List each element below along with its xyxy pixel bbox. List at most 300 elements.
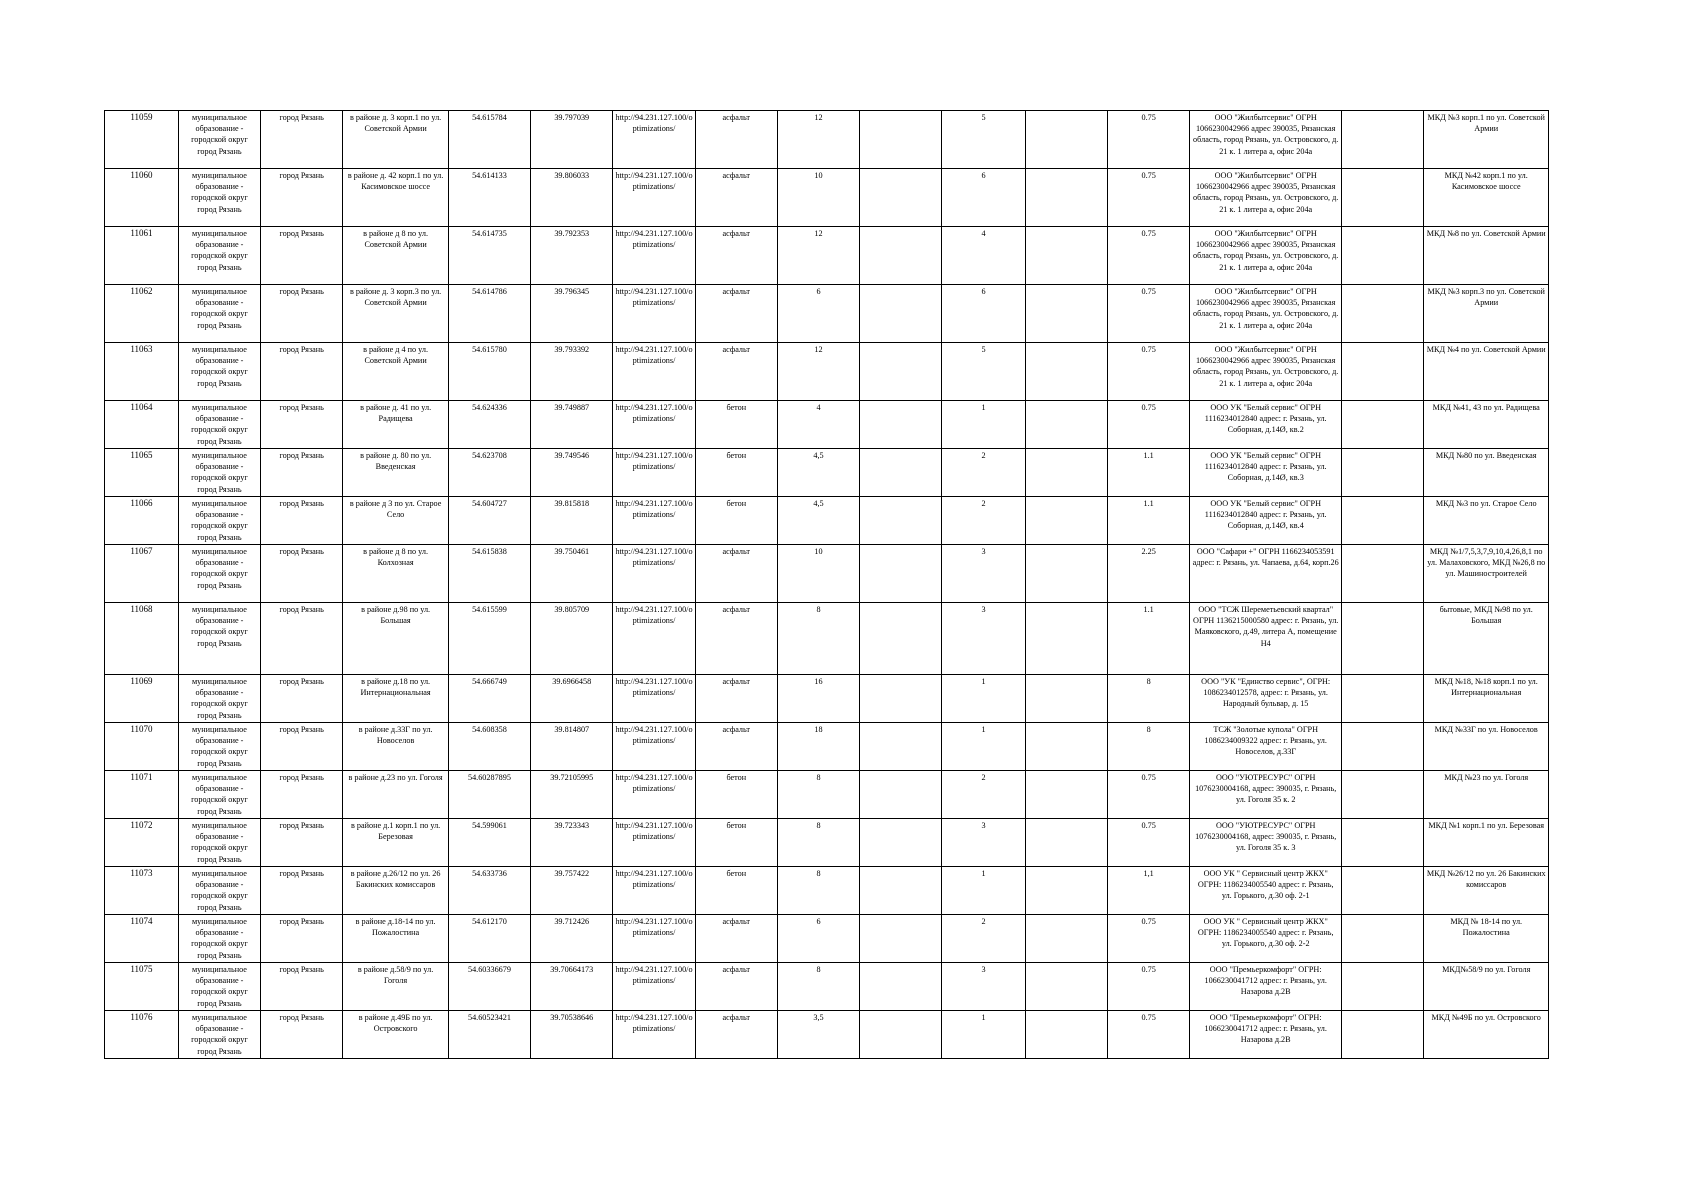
cell-containers: 6 [942, 169, 1025, 227]
cell-municipality: муниципальное образование - городской округ город Рязань [178, 169, 260, 227]
cell-longitude: 39.6966458 [531, 675, 613, 723]
cell-address: в районе д.1 корп.1 по ул. Березовая [343, 819, 448, 867]
cell-surface: асфальт [695, 915, 777, 963]
cell-settlement: город Рязань [261, 771, 343, 819]
cell-empty [1342, 545, 1424, 603]
cell-empty [1025, 963, 1107, 1011]
cell-url: http://94.231.127.100/optimizations/ [613, 401, 695, 449]
cell-empty [1342, 401, 1424, 449]
table-row [105, 603, 1549, 675]
cell-settlement: город Рязань [261, 227, 343, 285]
cell-settlement: город Рязань [261, 963, 343, 1011]
cell-containers: 3 [942, 603, 1025, 675]
cell-waste-source: МКД №33Г по ул. Новоселов [1424, 723, 1549, 771]
cell-operator: ООО "Жилбытсервис" ОГРН 1066230042966 адрес 390035, Рязанская область, город Рязань, ул. Островского, д. 21 к. 1 литера а, офис 204а [1190, 285, 1342, 343]
cell-volume: 8 [1108, 675, 1190, 723]
cell-surface: асфальт [695, 285, 777, 343]
cell-empty [1025, 603, 1107, 675]
cell-containers: 1 [942, 1011, 1025, 1059]
cell-settlement: город Рязань [261, 449, 343, 497]
cell-area: 8 [777, 771, 859, 819]
cell-url: http://94.231.127.100/optimizations/ [613, 285, 695, 343]
cell-empty [860, 497, 942, 545]
cell-empty [860, 771, 942, 819]
cell-surface: бетон [695, 497, 777, 545]
cell-containers: 1 [942, 675, 1025, 723]
cell-surface: бетон [695, 771, 777, 819]
table-row [105, 169, 1549, 227]
cell-waste-source: МКД №3 по ул. Старое Село [1424, 497, 1549, 545]
cell-operator: ООО УК " Сервисный центр ЖКХ" ОГРН: 1186234005540 адрес: г. Рязань, ул. Горького, д.30 оф. 2-2 [1190, 915, 1342, 963]
table-row [105, 449, 1549, 497]
cell-operator: ООО "Жилбытсервис" ОГРН 1066230042966 адрес 390035, Рязанская область, город Рязань, ул. Островского, д. 21 к. 1 литера а, офис 204а [1190, 227, 1342, 285]
cell-empty [860, 963, 942, 1011]
cell-municipality: муниципальное образование - городской округ город Рязань [178, 819, 260, 867]
cell-empty [860, 723, 942, 771]
cell-volume: 0.75 [1108, 1011, 1190, 1059]
cell-operator: ООО "УК "Единство сервис", ОГРН: 1086234012578, адрес: г. Рязань, ул. Народный бульвар, д. 15 [1190, 675, 1342, 723]
cell-empty [1025, 169, 1107, 227]
cell-empty [1342, 111, 1424, 169]
cell-empty [1025, 675, 1107, 723]
cell-area: 16 [777, 675, 859, 723]
cell-area: 18 [777, 723, 859, 771]
cell-volume: 1.1 [1108, 497, 1190, 545]
cell-empty [1025, 545, 1107, 603]
cell-url: http://94.231.127.100/optimizations/ [613, 343, 695, 401]
cell-latitude: 54.623708 [448, 449, 530, 497]
cell-municipality: муниципальное образование - городской округ город Рязань [178, 343, 260, 401]
cell-empty [1342, 497, 1424, 545]
cell-latitude: 54.612170 [448, 915, 530, 963]
cell-municipality: муниципальное образование - городской округ город Рязань [178, 867, 260, 915]
cell-surface: асфальт [695, 1011, 777, 1059]
cell-waste-source: МКД №1 корп.1 по ул. Березовая [1424, 819, 1549, 867]
cell-latitude: 54.614735 [448, 227, 530, 285]
cell-area: 4 [777, 401, 859, 449]
cell-waste-source: МКД №42 корп.1 по ул. Касимовское шоссе [1424, 169, 1549, 227]
cell-waste-source: МКД №23 по ул. Гоголя [1424, 771, 1549, 819]
table-row [105, 497, 1549, 545]
cell-longitude: 39.723343 [531, 819, 613, 867]
cell-settlement: город Рязань [261, 915, 343, 963]
cell-empty [1025, 111, 1107, 169]
cell-waste-source: МКД №3 корп.3 по ул. Советской Армии [1424, 285, 1549, 343]
table-row [105, 343, 1549, 401]
cell-empty [1342, 675, 1424, 723]
cell-address: в районе д.23 по ул. Гоголя [343, 771, 448, 819]
cell-id: 11074 [105, 915, 179, 963]
cell-latitude: 54.60287895 [448, 771, 530, 819]
cell-municipality: муниципальное образование - городской округ город Рязань [178, 1011, 260, 1059]
cell-address: в районе д. 42 корп.1 по ул. Касимовское шоссе [343, 169, 448, 227]
cell-containers: 2 [942, 449, 1025, 497]
cell-surface: асфальт [695, 675, 777, 723]
cell-empty [1342, 285, 1424, 343]
cell-empty [860, 111, 942, 169]
cell-longitude: 39.749546 [531, 449, 613, 497]
cell-municipality: муниципальное образование - городской округ город Рязань [178, 111, 260, 169]
cell-id: 11060 [105, 169, 179, 227]
cell-area: 12 [777, 343, 859, 401]
cell-area: 8 [777, 963, 859, 1011]
cell-address: в районе д. 80 по ул. Введенская [343, 449, 448, 497]
cell-surface: асфальт [695, 723, 777, 771]
cell-area: 12 [777, 227, 859, 285]
cell-operator: ТСЖ "Золотые купола" ОГРН 1086234009322 адрес: г. Рязань, ул. Новоселов, д.33Г [1190, 723, 1342, 771]
cell-empty [860, 449, 942, 497]
cell-area: 4,5 [777, 449, 859, 497]
table-row [105, 545, 1549, 603]
cell-settlement: город Рязань [261, 723, 343, 771]
cell-id: 11061 [105, 227, 179, 285]
cell-volume: 0.75 [1108, 963, 1190, 1011]
cell-empty [1025, 285, 1107, 343]
cell-area: 8 [777, 819, 859, 867]
cell-area: 12 [777, 111, 859, 169]
cell-url: http://94.231.127.100/optimizations/ [613, 497, 695, 545]
cell-operator: ООО "Жилбытсервис" ОГРН 1066230042966 адрес 390035, Рязанская область, город Рязань, ул. Островского, д. 21 к. 1 литера а, офис 204а [1190, 111, 1342, 169]
cell-operator: ООО УК "Белый сервис" ОГРН 1116234012840 адрес: г. Рязань, ул. Соборная, д.14Ø, кв.3 [1190, 449, 1342, 497]
cell-address: в районе д.58/9 по ул. Гоголя [343, 963, 448, 1011]
cell-waste-source: МКД №8 по ул. Советской Армии [1424, 227, 1549, 285]
cell-empty [860, 915, 942, 963]
cell-area: 8 [777, 867, 859, 915]
cell-operator: ООО "Премьеркомфорт" ОГРН: 1066230041712 адрес: г. Рязань, ул. Назарова д.2В [1190, 963, 1342, 1011]
cell-containers: 1 [942, 867, 1025, 915]
cell-surface: асфальт [695, 111, 777, 169]
cell-surface: бетон [695, 449, 777, 497]
cell-settlement: город Рязань [261, 111, 343, 169]
cell-surface: асфальт [695, 227, 777, 285]
cell-volume: 2.25 [1108, 545, 1190, 603]
cell-operator: ООО "УЮТРЕСУРС" ОГРН 1076230004168, адрес: 390035, г. Рязань, ул. Гоголя 35 к. 3 [1190, 819, 1342, 867]
cell-url: http://94.231.127.100/optimizations/ [613, 1011, 695, 1059]
cell-waste-source: МКД №49Б по ул. Островского [1424, 1011, 1549, 1059]
cell-id: 11070 [105, 723, 179, 771]
cell-address: в районе д. 41 по ул. Радищева [343, 401, 448, 449]
table-row [105, 723, 1549, 771]
cell-settlement: город Рязань [261, 675, 343, 723]
cell-longitude: 39.815818 [531, 497, 613, 545]
table-row [105, 963, 1549, 1011]
cell-empty [1342, 603, 1424, 675]
cell-empty [1025, 723, 1107, 771]
cell-empty [1025, 497, 1107, 545]
cell-longitude: 39.72105995 [531, 771, 613, 819]
cell-empty [860, 867, 942, 915]
cell-settlement: город Рязань [261, 343, 343, 401]
cell-longitude: 39.797039 [531, 111, 613, 169]
cell-settlement: город Рязань [261, 603, 343, 675]
cell-containers: 1 [942, 401, 1025, 449]
cell-latitude: 54.608358 [448, 723, 530, 771]
cell-longitude: 39.70538646 [531, 1011, 613, 1059]
table-row [105, 771, 1549, 819]
cell-containers: 2 [942, 771, 1025, 819]
cell-operator: ООО "Жилбытсервис" ОГРН 1066230042966 адрес 390035, Рязанская область, город Рязань, ул. Островского, д. 21 к. 1 литера а, офис 204а [1190, 169, 1342, 227]
cell-surface: бетон [695, 401, 777, 449]
cell-url: http://94.231.127.100/optimizations/ [613, 819, 695, 867]
cell-empty [860, 1011, 942, 1059]
cell-latitude: 54.615838 [448, 545, 530, 603]
cell-address: в районе д.49Б по ул. Островского [343, 1011, 448, 1059]
cell-url: http://94.231.127.100/optimizations/ [613, 675, 695, 723]
cell-municipality: муниципальное образование - городской округ город Рязань [178, 963, 260, 1011]
table-body [105, 111, 1549, 1059]
cell-settlement: город Рязань [261, 401, 343, 449]
cell-volume: 0.75 [1108, 915, 1190, 963]
cell-operator: ООО "ТСЖ Шереметьевский квартал" ОГРН 1136215000580 адрес: г. Рязань, ул. Маяковского, д.49, литера А, помещение Н4 [1190, 603, 1342, 675]
cell-operator: ООО УК "Белый сервис" ОГРН 1116234012840 адрес: г. Рязань, ул. Соборная, д.14Ø, кв.2 [1190, 401, 1342, 449]
cell-empty [1342, 963, 1424, 1011]
cell-longitude: 39.814807 [531, 723, 613, 771]
cell-longitude: 39.750461 [531, 545, 613, 603]
cell-address: в районе д 8 по ул. Колхозная [343, 545, 448, 603]
cell-volume: 0.75 [1108, 819, 1190, 867]
cell-surface: асфальт [695, 963, 777, 1011]
cell-latitude: 54.60523421 [448, 1011, 530, 1059]
cell-latitude: 54.633736 [448, 867, 530, 915]
cell-municipality: муниципальное образование - городской округ город Рязань [178, 915, 260, 963]
cell-empty [1342, 227, 1424, 285]
cell-id: 11062 [105, 285, 179, 343]
cell-surface: бетон [695, 867, 777, 915]
cell-id: 11076 [105, 1011, 179, 1059]
cell-address: в районе д.98 по ул. Большая [343, 603, 448, 675]
cell-containers: 3 [942, 963, 1025, 1011]
cell-longitude: 39.806033 [531, 169, 613, 227]
cell-empty [1025, 343, 1107, 401]
cell-municipality: муниципальное образование - городской округ город Рязань [178, 603, 260, 675]
cell-volume: 0.75 [1108, 343, 1190, 401]
cell-longitude: 39.793392 [531, 343, 613, 401]
cell-area: 10 [777, 169, 859, 227]
cell-url: http://94.231.127.100/optimizations/ [613, 963, 695, 1011]
cell-settlement: город Рязань [261, 819, 343, 867]
cell-area: 6 [777, 285, 859, 343]
cell-settlement: город Рязань [261, 1011, 343, 1059]
cell-empty [860, 227, 942, 285]
cell-latitude: 54.624336 [448, 401, 530, 449]
cell-settlement: город Рязань [261, 497, 343, 545]
cell-municipality: муниципальное образование - городской округ город Рязань [178, 723, 260, 771]
cell-empty [1342, 343, 1424, 401]
cell-containers: 2 [942, 497, 1025, 545]
cell-id: 11064 [105, 401, 179, 449]
cell-latitude: 54.60336679 [448, 963, 530, 1011]
cell-empty [1342, 915, 1424, 963]
cell-id: 11065 [105, 449, 179, 497]
cell-address: в районе д.33Г по ул. Новоселов [343, 723, 448, 771]
cell-volume: 0.75 [1108, 111, 1190, 169]
cell-empty [860, 343, 942, 401]
cell-volume: 0.75 [1108, 227, 1190, 285]
cell-url: http://94.231.127.100/optimizations/ [613, 545, 695, 603]
cell-operator: ООО "Сафари +" ОГРН 1166234053591 адрес: г. Рязань, ул. Чапаева, д.64, корп.26 [1190, 545, 1342, 603]
cell-waste-source: МКД №3 корп.1 по ул. Советской Армии [1424, 111, 1549, 169]
cell-area: 6 [777, 915, 859, 963]
cell-waste-source: МКД №18, №18 корп.1 по ул. Интернациональная [1424, 675, 1549, 723]
cell-latitude: 54.615780 [448, 343, 530, 401]
cell-volume: 1.1 [1108, 603, 1190, 675]
cell-empty [860, 675, 942, 723]
cell-operator: ООО УК "Белый сервис" ОГРН 1116234012840 адрес: г. Рязань, ул. Соборная, д.14Ø, кв.4 [1190, 497, 1342, 545]
cell-id: 11071 [105, 771, 179, 819]
cell-municipality: муниципальное образование - городской округ город Рязань [178, 497, 260, 545]
cell-waste-source: МКД №1/7,5,3,7,9,10,4,26,8,1 по ул. Малаховского, МКД №26,8 по ул. Машиностроителей [1424, 545, 1549, 603]
cell-address: в районе д. 3 корп.3 по ул. Советской Армии [343, 285, 448, 343]
cell-longitude: 39.796345 [531, 285, 613, 343]
cell-latitude: 54.604727 [448, 497, 530, 545]
cell-empty [860, 603, 942, 675]
table-row [105, 401, 1549, 449]
cell-volume: 0.75 [1108, 169, 1190, 227]
cell-operator: ООО "УЮТРЕСУРС" ОГРН 1076230004168, адрес: 390035, г. Рязань, ул. Гоголя 35 к. 2 [1190, 771, 1342, 819]
table-row [105, 867, 1549, 915]
cell-id: 11067 [105, 545, 179, 603]
cell-settlement: город Рязань [261, 285, 343, 343]
cell-volume: 0.75 [1108, 401, 1190, 449]
cell-surface: асфальт [695, 343, 777, 401]
cell-area: 4,5 [777, 497, 859, 545]
cell-empty [860, 401, 942, 449]
cell-longitude: 39.70664173 [531, 963, 613, 1011]
table-row [105, 915, 1549, 963]
cell-id: 11063 [105, 343, 179, 401]
table-row [105, 111, 1549, 169]
cell-empty [860, 545, 942, 603]
cell-area: 3,5 [777, 1011, 859, 1059]
cell-address: в районе д.26/12 по ул. 26 Бакинских комиссаров [343, 867, 448, 915]
cell-volume: 0.75 [1108, 771, 1190, 819]
cell-settlement: город Рязань [261, 867, 343, 915]
cell-url: http://94.231.127.100/optimizations/ [613, 111, 695, 169]
cell-address: в районе д.18 по ул. Интернациональная [343, 675, 448, 723]
cell-surface: асфальт [695, 545, 777, 603]
cell-address: в районе д 8 по ул. Советской Армии [343, 227, 448, 285]
cell-settlement: город Рязань [261, 169, 343, 227]
cell-empty [1025, 401, 1107, 449]
cell-empty [1342, 1011, 1424, 1059]
cell-longitude: 39.712426 [531, 915, 613, 963]
cell-empty [860, 285, 942, 343]
cell-longitude: 39.805709 [531, 603, 613, 675]
cell-latitude: 54.599061 [448, 819, 530, 867]
registry-sheet [104, 110, 1549, 1059]
cell-url: http://94.231.127.100/optimizations/ [613, 449, 695, 497]
cell-waste-source: МКД №4 по ул. Советской Армии [1424, 343, 1549, 401]
cell-url: http://94.231.127.100/optimizations/ [613, 169, 695, 227]
cell-empty [1025, 867, 1107, 915]
cell-empty [1342, 449, 1424, 497]
cell-longitude: 39.757422 [531, 867, 613, 915]
cell-municipality: муниципальное образование - городской округ город Рязань [178, 545, 260, 603]
cell-empty [1025, 1011, 1107, 1059]
cell-operator: ООО "Премьеркомфорт" ОГРН: 1066230041712 адрес: г. Рязань, ул. Назарова д.2В [1190, 1011, 1342, 1059]
cell-latitude: 54.666749 [448, 675, 530, 723]
cell-containers: 5 [942, 111, 1025, 169]
cell-id: 11069 [105, 675, 179, 723]
cell-waste-source: МКД№58/9 по ул. Гоголя [1424, 963, 1549, 1011]
cell-id: 11068 [105, 603, 179, 675]
cell-longitude: 39.792353 [531, 227, 613, 285]
cell-empty [1342, 723, 1424, 771]
cell-latitude: 54.615784 [448, 111, 530, 169]
cell-area: 10 [777, 545, 859, 603]
registry-table [104, 110, 1549, 1059]
cell-id: 11073 [105, 867, 179, 915]
cell-containers: 3 [942, 545, 1025, 603]
cell-id: 11059 [105, 111, 179, 169]
cell-volume: 0.75 [1108, 285, 1190, 343]
cell-waste-source: МКД №26/12 по ул. 26 Бакинских комиссаров [1424, 867, 1549, 915]
table-row [105, 675, 1549, 723]
cell-address: в районе д 4 по ул. Советской Армии [343, 343, 448, 401]
cell-longitude: 39.749887 [531, 401, 613, 449]
cell-latitude: 54.615599 [448, 603, 530, 675]
table-row [105, 285, 1549, 343]
cell-surface: бетон [695, 819, 777, 867]
cell-address: в районе д. 3 корп.1 по ул. Советской Армии [343, 111, 448, 169]
cell-url: http://94.231.127.100/optimizations/ [613, 603, 695, 675]
cell-url: http://94.231.127.100/optimizations/ [613, 915, 695, 963]
cell-area: 8 [777, 603, 859, 675]
cell-id: 11072 [105, 819, 179, 867]
cell-municipality: муниципальное образование - городской округ город Рязань [178, 227, 260, 285]
cell-empty [1025, 819, 1107, 867]
cell-municipality: муниципальное образование - городской округ город Рязань [178, 675, 260, 723]
cell-url: http://94.231.127.100/optimizations/ [613, 227, 695, 285]
cell-empty [1342, 867, 1424, 915]
table-row [105, 227, 1549, 285]
cell-address: в районе д.18-14 по ул. Пожалостина [343, 915, 448, 963]
cell-containers: 6 [942, 285, 1025, 343]
cell-id: 11066 [105, 497, 179, 545]
cell-empty [1342, 771, 1424, 819]
cell-empty [1025, 915, 1107, 963]
cell-municipality: муниципальное образование - городской округ город Рязань [178, 401, 260, 449]
cell-url: http://94.231.127.100/optimizations/ [613, 771, 695, 819]
table-row [105, 1011, 1549, 1059]
cell-containers: 5 [942, 343, 1025, 401]
cell-empty [1342, 819, 1424, 867]
cell-settlement: город Рязань [261, 545, 343, 603]
cell-containers: 3 [942, 819, 1025, 867]
cell-url: http://94.231.127.100/optimizations/ [613, 723, 695, 771]
cell-waste-source: бытовые, МКД №98 по ул. Большая [1424, 603, 1549, 675]
cell-volume: 1.1 [1108, 449, 1190, 497]
cell-address: в районе д 3 по ул. Старое Село [343, 497, 448, 545]
cell-surface: асфальт [695, 169, 777, 227]
cell-url: http://94.231.127.100/optimizations/ [613, 867, 695, 915]
cell-empty [1025, 449, 1107, 497]
cell-empty [1342, 169, 1424, 227]
cell-waste-source: МКД №80 по ул. Введенская [1424, 449, 1549, 497]
cell-municipality: муниципальное образование - городской округ город Рязань [178, 285, 260, 343]
cell-surface: асфальт [695, 603, 777, 675]
cell-empty [1025, 771, 1107, 819]
cell-volume: 1,1 [1108, 867, 1190, 915]
cell-operator: ООО УК " Сервисный центр ЖКХ" ОГРН: 1186234005540 адрес: г. Рязань, ул. Горького, д.30 оф. 2-1 [1190, 867, 1342, 915]
cell-operator: ООО "Жилбытсервис" ОГРН 1066230042966 адрес 390035, Рязанская область, город Рязань, ул. Островского, д. 21 к. 1 литера а, офис 204а [1190, 343, 1342, 401]
cell-municipality: муниципальное образование - городской округ город Рязань [178, 449, 260, 497]
cell-waste-source: МКД №41, 43 по ул. Радищева [1424, 401, 1549, 449]
cell-empty [860, 169, 942, 227]
cell-waste-source: МКД № 18-14 по ул. Пожалостина [1424, 915, 1549, 963]
cell-id: 11075 [105, 963, 179, 1011]
cell-empty [860, 819, 942, 867]
